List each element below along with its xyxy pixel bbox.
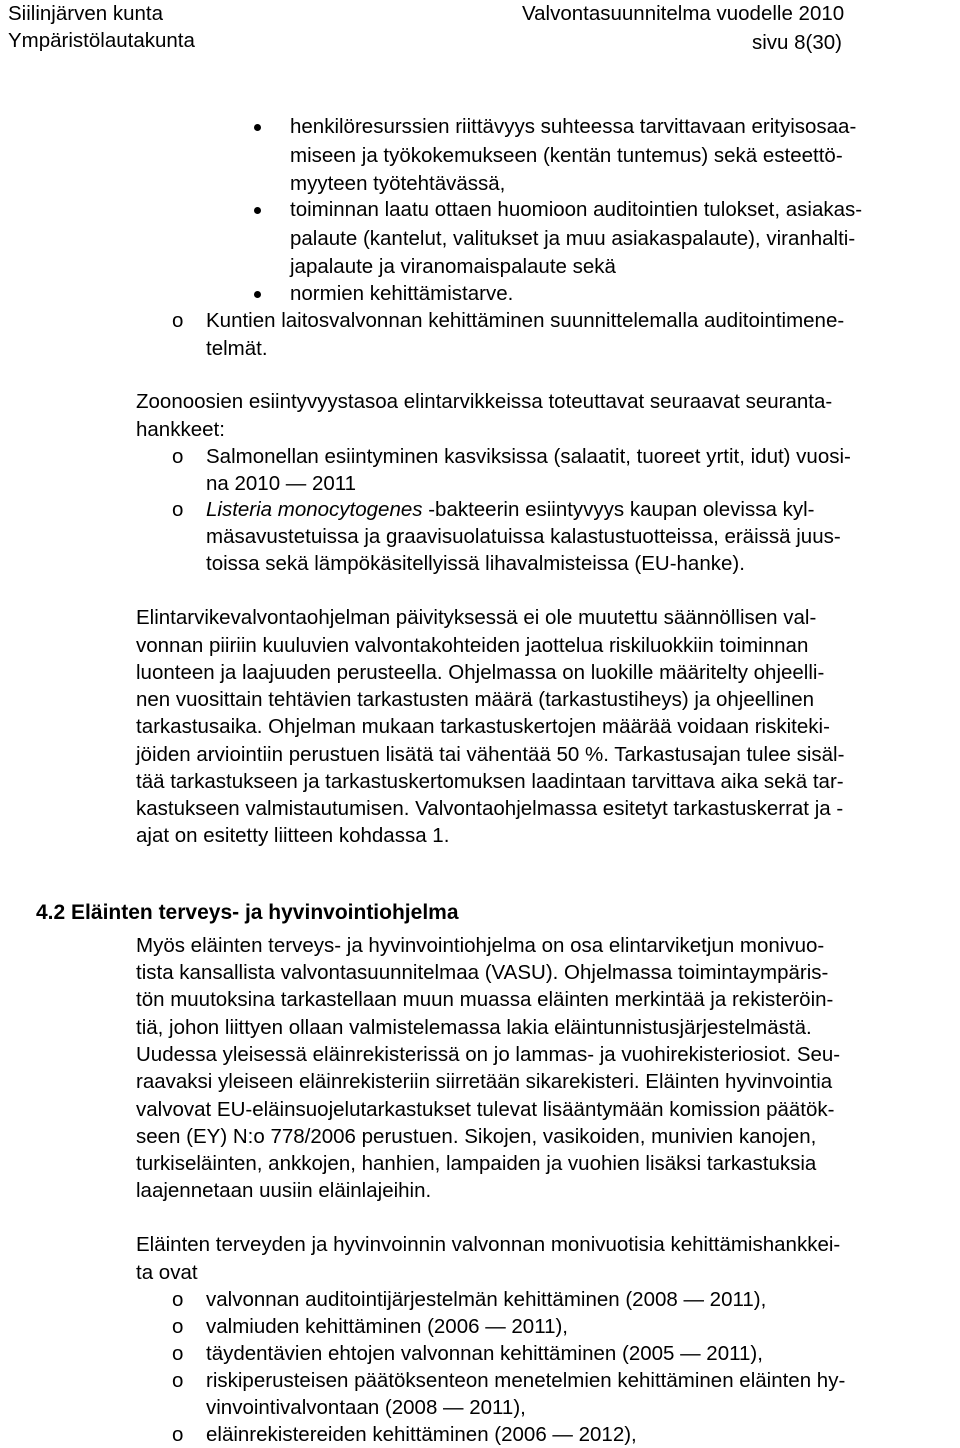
- paragraph-line: kastukseen valmistautumisen. Valvontaohjelmassa esitetyt tarkastuskerrat ja -: [136, 797, 844, 820]
- bullet-1-line-2: miseen ja työkokemukseen (kentän tuntemus) sekä esteettö-: [290, 144, 843, 167]
- paragraph-line: Uudessa yleisessä eläinrekisterissä on jo lammas- ja vuohirekisteriosiot. Seu-: [136, 1043, 841, 1066]
- list-marker: o: [172, 498, 184, 521]
- hanke-item: valvonnan auditointijärjestelmän kehittäminen (2008 — 2011),: [206, 1288, 767, 1311]
- sub-item-line-2: telmät.: [206, 337, 268, 360]
- zoonoosi-item-1-line-1: Salmonellan esiintyminen kasviksissa (salaatit, tuoreet yrtit, idut) vuosi-: [206, 445, 851, 468]
- paragraph-line: jöiden arviointiin perustuen lisätä tai vähentää 50 %. Tarkastusajan tulee sisäl-: [136, 743, 845, 766]
- list-marker: o: [172, 309, 184, 332]
- list-marker: o: [172, 1369, 184, 1392]
- zoonoosi-intro-line-1: Zoonoosien esiintyvyystasoa elintarvikkeissa toteuttavat seuraavat seuranta-: [136, 390, 833, 413]
- paragraph-line: tista kansallista valvontasuunnitelmaa (VASU). Ohjelmassa toimintaympäris-: [136, 961, 829, 984]
- hanke-item: riskiperusteisen päätöksenteon menetelmien kehittäminen eläinten hy-: [206, 1369, 846, 1392]
- header-committee: Ympäristölautakunta: [8, 29, 195, 52]
- bullet-2-line-3: japalaute ja viranomaispalaute sekä: [290, 255, 616, 278]
- zoonoosi-intro-line-2: hankkeet:: [136, 418, 225, 441]
- sub-item-line-1: Kuntien laitosvalvonnan kehittäminen suunnittelemalla auditointimene-: [206, 309, 845, 332]
- paragraph-line: tää tarkastukseen ja tarkastuskertomuksen laadintaan tarvittava aika sekä tar-: [136, 770, 844, 793]
- zoonoosi-item-2-line-2: mäsavustetuissa ja graavisuolatuissa kalastustuotteissa, eräissä juus-: [206, 525, 841, 548]
- list-marker: o: [172, 1342, 184, 1365]
- bullet-2-line-1: toiminnan laatu ottaen huomioon auditointien tulokset, asiakas-: [290, 198, 863, 221]
- paragraph-line: valvovat EU-eläinsuojelutarkastukset tulevat lisääntymään komission päätök-: [136, 1098, 835, 1121]
- bullet-dot-icon: [254, 207, 261, 214]
- list-marker: o: [172, 1315, 184, 1338]
- list-marker: o: [172, 445, 184, 468]
- bullet-3-line-1: normien kehittämistarve.: [290, 282, 514, 305]
- paragraph-line: Myös eläinten terveys- ja hyvinvointiohjelma on osa elintarviketjun monivuo-: [136, 934, 825, 957]
- paragraph-line: tön muutoksina tarkastellaan muun muassa eläinten merkintää ja rekisteröin-: [136, 988, 834, 1011]
- species-name: Listeria monocytogenes: [206, 498, 423, 521]
- zoonoosi-item-2-line-3: toissa sekä lämpökäsitellyissä lihavalmisteissa (EU-hanke).: [206, 552, 745, 575]
- zoonoosi-item-2-text: -bakteerin esiintyvyys kaupan olevissa kyl-: [422, 498, 815, 521]
- bullet-dot-icon: [254, 291, 261, 298]
- paragraph-line: tiä, johon liittyen ollaan valmistelemassa lakia eläintunnistusjärjestelmästä.: [136, 1016, 812, 1039]
- paragraph-line: laajennetaan uusiin eläinlajeihin.: [136, 1179, 432, 1202]
- section-number: 4.2: [36, 901, 66, 924]
- section-heading: [36, 899, 459, 927]
- zoonoosi-item-2-line-1: [206, 496, 814, 523]
- paragraph-line: nen vuosittain tehtävien tarkastusten määrä (tarkastustiheys) ja ohjeellinen: [136, 688, 815, 711]
- paragraph-line: ta ovat: [136, 1261, 198, 1284]
- header-doc-title: Valvontasuunnitelma vuodelle 2010: [522, 2, 845, 25]
- section-title: Eläinten terveys- ja hyvinvointiohjelma: [71, 901, 459, 924]
- bullet-2-line-2: palaute (kantelut, valitukset ja muu asiakaspalaute), viranhalti-: [290, 227, 856, 250]
- paragraph-line: Eläinten terveyden ja hyvinvoinnin valvonnan monivuotisia kehittämishankkei-: [136, 1233, 841, 1256]
- paragraph-line: luonteen ja laajuuden perusteella. Ohjelmassa on luokille määritelty ohjeelli-: [136, 661, 825, 684]
- paragraph-line: Elintarvikevalvontaohjelman päivityksessä ei ole muutettu säännöllisen val-: [136, 606, 817, 629]
- list-marker: o: [172, 1423, 184, 1446]
- paragraph-line: raavaksi yleiseen eläinrekisteriin siirretään sikarekisteri. Eläinten hyvinvointia: [136, 1070, 833, 1093]
- hanke-item: eläinrekistereiden kehittäminen (2006 — 2012),: [206, 1423, 637, 1446]
- list-marker: o: [172, 1288, 184, 1311]
- bullet-1-line-3: myyteen työtehtävässä,: [290, 172, 506, 195]
- hanke-item-continued: vinvointivalvontaan (2008 — 2011),: [206, 1396, 526, 1419]
- hanke-item: valmiuden kehittäminen (2006 — 2011),: [206, 1315, 568, 1338]
- paragraph-line: seen (EY) N:o 778/2006 perustuen. Sikojen, vasikoiden, munivien kanojen,: [136, 1125, 817, 1148]
- paragraph-line: tarkastusaika. Ohjelman mukaan tarkastuskertojen määrää voidaan riskiteki-: [136, 715, 830, 738]
- paragraph-line: vonnan piiriin kuuluvien valvontakohteiden jaottelua riskiluokkiin toiminnan: [136, 634, 809, 657]
- header-page-number: sivu 8(30): [752, 31, 843, 54]
- header-org: Siilinjärven kunta: [8, 2, 163, 25]
- hanke-item: täydentävien ehtojen valvonnan kehittäminen (2005 — 2011),: [206, 1342, 763, 1365]
- paragraph-line: ajat on esitetty liitteen kohdassa 1.: [136, 824, 450, 847]
- paragraph-line: turkiseläinten, ankkojen, hanhien, lampaiden ja vuohien lisäksi tarkastuksia: [136, 1152, 817, 1175]
- zoonoosi-item-1-line-2: na 2010 — 2011: [206, 472, 357, 495]
- bullet-dot-icon: [254, 124, 261, 131]
- bullet-1-line-1: henkilöresurssien riittävyys suhteessa tarvittavaan erityisosaa-: [290, 115, 857, 138]
